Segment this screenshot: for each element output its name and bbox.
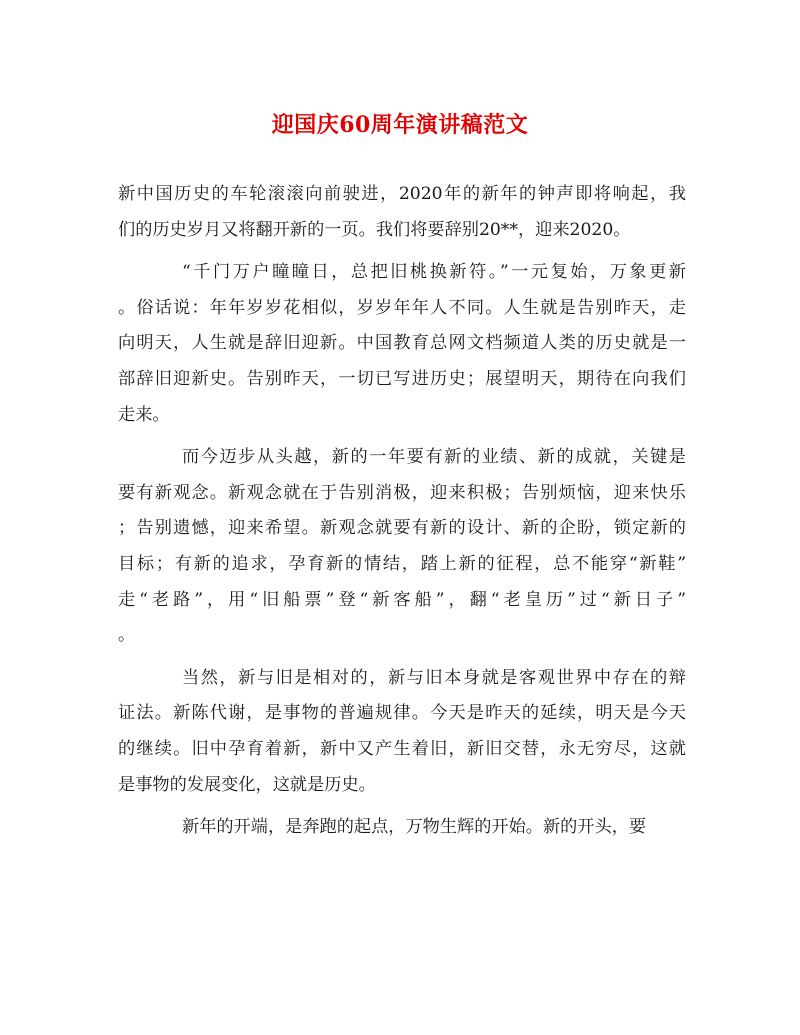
paragraph xyxy=(118,440,686,654)
paragraph-line: 。俗话说：年年岁岁花相似，岁岁年年人不同。人生就是告别昨天，走 xyxy=(118,297,686,318)
paragraph-line: 新中国历史的车轮滚滚向前驶进，2020年的新年的钟声即将响起，我 xyxy=(118,184,686,204)
paragraph xyxy=(118,661,686,803)
paragraph-line: 部辞旧迎新史。告别昨天，一切已写进历史；展望明天，期待在向我们 xyxy=(118,368,686,389)
paragraph-line: 走来。 xyxy=(118,404,170,425)
paragraph-gap xyxy=(118,433,686,440)
paragraph-line: 证法。新陈代谢，是事物的普遍规律。今天是昨天的延续，明天是今天 xyxy=(118,703,686,724)
paragraph-line: 。 xyxy=(118,625,136,646)
paragraph-line: 目标；有新的追求，孕育新的情结，踏上新的征程，总不能穿“新鞋” xyxy=(118,553,686,574)
paragraph-line: ；告别遗憾，迎来希望。新观念就要有新的设计、新的企盼，锁定新的 xyxy=(118,518,686,539)
paragraph-line: 是事物的发展变化，这就是历史。 xyxy=(118,774,376,795)
document-body xyxy=(118,177,686,846)
paragraph-gap xyxy=(118,803,686,810)
document-title: 迎国庆60周年演讲稿范文 xyxy=(271,112,529,138)
paragraph-line: 走“老路”，用“旧船票”登“新客船”，翻“老皇历”过“新日子” xyxy=(118,589,686,610)
paragraph xyxy=(118,177,686,248)
paragraph-line: 向明天，人生就是辞旧迎新。中国教育总网文档频道人类的历史就是一 xyxy=(118,333,686,354)
paragraph-line: 新年的开端，是奔跑的起点，万物生辉的开始。新的开头，要 xyxy=(182,817,647,838)
paragraph-line: 的继续。旧中孕育着新，新中又产生着旧，新旧交替，永无穷尽，这就 xyxy=(118,738,686,759)
paragraph-line: 们的历史岁月又将翻开新的一页。我们将要辞别20**，迎来2020。 xyxy=(118,219,631,240)
paragraph-line: “千门万户瞳瞳日，总把旧桃换新符。”一元复始，万象更新 xyxy=(182,262,686,283)
paragraph-line: 要有新观念。新观念就在于告别消极，迎来积极；告别烦恼，迎来快乐 xyxy=(118,482,686,503)
paragraph-line: 而今迈步从头越，新的一年要有新的业绩、新的成就，关键是 xyxy=(182,447,686,468)
paragraph xyxy=(118,810,686,846)
paragraph-gap xyxy=(118,654,686,661)
paragraph-line: 当然，新与旧是相对的，新与旧本身就是客观世界中存在的辩 xyxy=(182,667,686,688)
paragraph-gap xyxy=(118,248,686,255)
paragraph xyxy=(118,255,686,433)
